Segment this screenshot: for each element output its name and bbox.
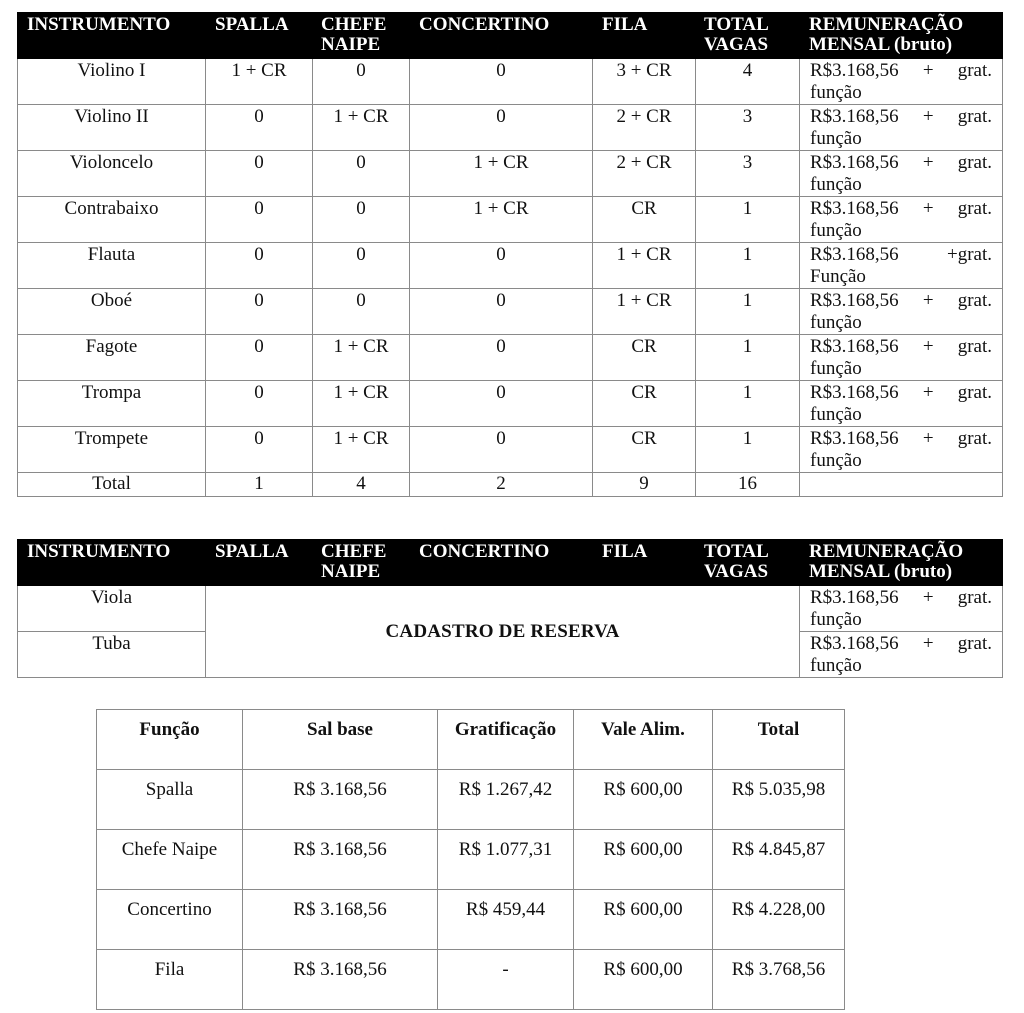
rem-amount: R$3.168,56 [810,336,899,357]
rem-amount: R$3.168,56 [810,106,899,127]
concertino-cell: 0 [410,427,593,473]
vale-alim-cell: R$ 600,00 [574,890,713,950]
rem-plus: + [922,152,934,173]
header-total-vagas: TOTAL VAGAS [696,13,800,59]
rem-grat: grat. [957,152,992,173]
rem-plus: + [922,60,934,81]
spalla-cell: 0 [206,105,313,151]
header-chefe-naipe: CHEFE NAIPE [313,540,410,586]
salary-table [96,709,845,1010]
chefe-naipe-cell: 1 + CR [313,381,410,427]
rem-grat: grat. [957,290,992,311]
rem-amount: R$3.168,56 [810,587,899,608]
rem-plus: + [922,428,934,449]
rem-funcao: função [810,404,862,425]
reserve-label: CADASTRO DE RESERVA [206,586,800,678]
concertino-cell: 1 + CR [410,151,593,197]
total-vagas-cell: 1 [696,381,800,427]
header-instrumento: INSTRUMENTO [18,540,206,586]
rem-plus: + [922,198,934,219]
table-row [18,105,1003,151]
chefe-naipe-cell: 1 + CR [313,335,410,381]
rem-amount: R$3.168,56 [810,60,899,81]
fila-cell: 2 + CR [593,151,696,197]
sal-base-cell: R$ 3.168,56 [243,950,438,1010]
table-row [18,151,1003,197]
instrument-cell: Viola [18,586,206,632]
spalla-cell: 0 [206,381,313,427]
chefe-naipe-cell: 0 [313,243,410,289]
header-funcao: Função [97,710,243,770]
header-vale-alim: Vale Alim. [574,710,713,770]
header-fila: FILA [593,540,696,586]
gratificacao-cell: R$ 1.267,42 [438,770,574,830]
spalla-cell: 0 [206,427,313,473]
total-cell: R$ 5.035,98 [713,770,845,830]
remuneration-cell [800,335,1003,381]
rem-grat: grat. [957,428,992,449]
gratificacao-cell: - [438,950,574,1010]
total-concertino: 2 [410,473,593,497]
total-vagas-cell: 3 [696,105,800,151]
total-vagas-cell: 1 [696,335,800,381]
total-cell: R$ 3.768,56 [713,950,845,1010]
header-concertino: CONCERTINO [410,540,593,586]
total-vagas-cell: 4 [696,59,800,105]
funcao-cell: Spalla [97,770,243,830]
rem-funcao: função [810,609,862,630]
sal-base-cell: R$ 3.168,56 [243,830,438,890]
rem-grat: grat. [957,106,992,127]
rem-amount: R$3.168,56 [810,290,899,311]
remuneration-cell [800,151,1003,197]
spalla-cell: 0 [206,289,313,335]
vale-alim-cell: R$ 600,00 [574,830,713,890]
vacancy-table [17,12,1003,497]
table-row [97,830,845,890]
remuneration-cell [800,289,1003,335]
instrument-cell: Violino I [18,59,206,105]
total-remuneration-empty [800,473,1003,497]
header-fila: FILA [593,13,696,59]
header-concertino: CONCERTINO [410,13,593,59]
header-spalla: SPALLA [206,540,313,586]
rem-plus: + [922,587,934,608]
fila-cell: 1 + CR [593,243,696,289]
table-row [18,335,1003,381]
rem-funcao: função [810,358,862,379]
rem-funcao: função [810,655,862,676]
chefe-naipe-cell: 1 + CR [313,105,410,151]
instrument-cell: Oboé [18,289,206,335]
spalla-cell: 0 [206,243,313,289]
instrument-cell: Trompete [18,427,206,473]
remuneration-cell [800,243,1003,289]
rem-amount: R$3.168,56 [810,244,899,265]
rem-grat: grat. [957,198,992,219]
header-remuneracao: REMUNERAÇÃO MENSAL (bruto) [800,540,1003,586]
table-row [18,243,1003,289]
rem-grat: grat. [957,382,992,403]
rem-funcao: função [810,312,862,333]
instrument-cell: Violino II [18,105,206,151]
remuneration-cell [800,427,1003,473]
total-cell: R$ 4.845,87 [713,830,845,890]
fila-cell: CR [593,197,696,243]
reserve-table [17,539,1003,678]
remuneration-cell [800,59,1003,105]
gratificacao-cell: R$ 459,44 [438,890,574,950]
vale-alim-cell: R$ 600,00 [574,770,713,830]
header-chefe-naipe: CHEFE NAIPE [313,13,410,59]
instrument-cell: Contrabaixo [18,197,206,243]
rem-funcao: função [810,220,862,241]
chefe-naipe-cell: 0 [313,289,410,335]
salary-header-row [97,710,845,770]
instrument-cell: Flauta [18,243,206,289]
header-total-vagas: TOTAL VAGAS [696,540,800,586]
table-row [18,586,1003,632]
total-row [18,473,1003,497]
instrument-cell: Violoncelo [18,151,206,197]
fila-cell: CR [593,427,696,473]
total-chefe-naipe: 4 [313,473,410,497]
total-cell: R$ 4.228,00 [713,890,845,950]
rem-funcao: Função [810,266,866,287]
header-gratificacao: Gratificação [438,710,574,770]
rem-funcao: função [810,174,862,195]
table-row [97,950,845,1010]
header-total: Total [713,710,845,770]
remuneration-cell [800,197,1003,243]
rem-funcao: função [810,128,862,149]
fila-cell: CR [593,381,696,427]
instrument-cell: Trompa [18,381,206,427]
rem-grat: grat. [957,336,992,357]
header-remuneracao: REMUNERAÇÃO MENSAL (bruto) [800,13,1003,59]
rem-funcao: função [810,450,862,471]
rem-plus: + [922,382,934,403]
sal-base-cell: R$ 3.168,56 [243,890,438,950]
rem-grat: +grat. [946,244,992,265]
funcao-cell: Fila [97,950,243,1010]
fila-cell: 1 + CR [593,289,696,335]
header-instrumento: INSTRUMENTO [18,13,206,59]
rem-plus: + [922,290,934,311]
rem-grat: grat. [957,587,992,608]
chefe-naipe-cell: 0 [313,151,410,197]
remuneration-cell [800,381,1003,427]
rem-plus: + [922,336,934,357]
header-spalla: SPALLA [206,13,313,59]
total-vagas-cell: 1 [696,243,800,289]
total-vagas-cell: 1 [696,197,800,243]
concertino-cell: 0 [410,243,593,289]
remuneration-cell [800,632,1003,678]
sal-base-cell: R$ 3.168,56 [243,770,438,830]
fila-cell: 3 + CR [593,59,696,105]
total-vagas-cell: 1 [696,427,800,473]
concertino-cell: 0 [410,381,593,427]
fila-cell: 2 + CR [593,105,696,151]
reserve-header-row [18,540,1003,586]
spalla-cell: 0 [206,335,313,381]
total-fila: 9 [593,473,696,497]
rem-plus: + [922,633,934,654]
spalla-cell: 0 [206,151,313,197]
concertino-cell: 1 + CR [410,197,593,243]
rem-amount: R$3.168,56 [810,198,899,219]
table-row [18,59,1003,105]
funcao-cell: Chefe Naipe [97,830,243,890]
total-vagas-cell: 3 [696,151,800,197]
spalla-cell: 1 + CR [206,59,313,105]
total-vagas: 16 [696,473,800,497]
rem-amount: R$3.168,56 [810,152,899,173]
total-vagas-cell: 1 [696,289,800,335]
rem-grat: grat. [957,633,992,654]
fila-cell: CR [593,335,696,381]
concertino-cell: 0 [410,59,593,105]
instrument-cell: Tuba [18,632,206,678]
vacancy-header-row [18,13,1003,59]
rem-amount: R$3.168,56 [810,428,899,449]
table-row [18,289,1003,335]
vale-alim-cell: R$ 600,00 [574,950,713,1010]
header-sal-base: Sal base [243,710,438,770]
rem-plus [899,244,947,266]
table-row [97,890,845,950]
concertino-cell: 0 [410,289,593,335]
total-spalla: 1 [206,473,313,497]
table-row [18,427,1003,473]
table-row [18,381,1003,427]
rem-amount: R$3.168,56 [810,633,899,654]
spalla-cell: 0 [206,197,313,243]
instrument-cell: Fagote [18,335,206,381]
rem-grat: grat. [957,60,992,81]
total-label: Total [18,473,206,497]
table-row [97,770,845,830]
rem-funcao: função [810,82,862,103]
chefe-naipe-cell: 0 [313,197,410,243]
gratificacao-cell: R$ 1.077,31 [438,830,574,890]
remuneration-cell [800,105,1003,151]
rem-plus: + [922,106,934,127]
chefe-naipe-cell: 1 + CR [313,427,410,473]
rem-amount: R$3.168,56 [810,382,899,403]
concertino-cell: 0 [410,105,593,151]
chefe-naipe-cell: 0 [313,59,410,105]
table-row [18,197,1003,243]
funcao-cell: Concertino [97,890,243,950]
concertino-cell: 0 [410,335,593,381]
remuneration-cell [800,586,1003,632]
